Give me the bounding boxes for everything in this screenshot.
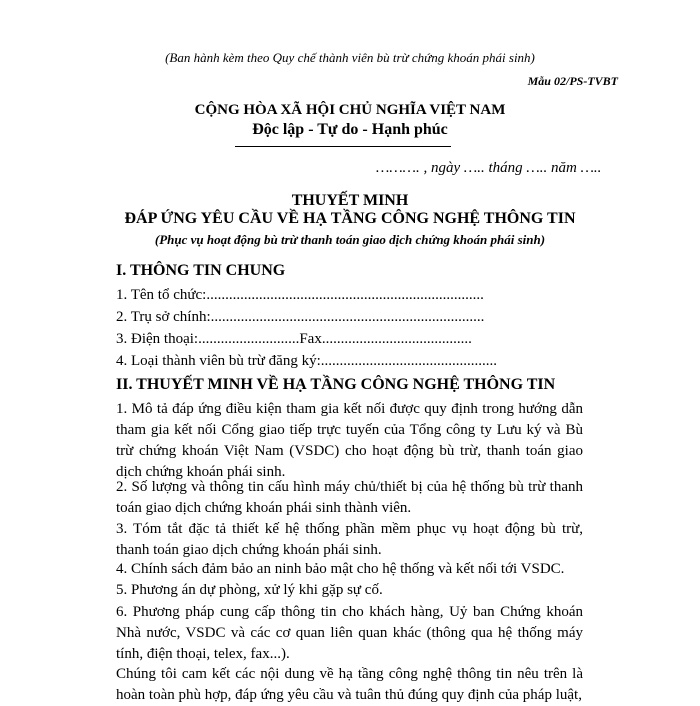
- section-heading-it-infrastructure: II. THUYẾT MINH VỀ HẠ TẦNG CÔNG NGHỆ THÔNG TIN: [116, 376, 556, 393]
- list-item: 5. Phương án dự phòng, xử lý khi gặp sự cố.: [116, 582, 383, 598]
- dateline: ………. , ngày ….. tháng ….. năm …..: [376, 160, 602, 176]
- list-item: 3. Tóm tắt đặc tả thiết kế hệ thống phần mềm phục vụ hoạt động bù trừ, thanh toán giao dịch chứng khoán phái sinh.: [116, 521, 583, 558]
- list-item: 6. Phương pháp cung cấp thông tin cho khách hàng, Uỷ ban Chứng khoán Nhà nước, VSDC và các cơ quan liên quan khác (thông qua hệ thống máy tính, điện thoại, telex, fax...).: [116, 604, 583, 662]
- field-member-type: 4. Loại thành viên bù trừ đăng ký:...............................................: [116, 353, 498, 369]
- issued-note: (Ban hành kèm theo Quy chế thành viên bù trừ chứng khoán phái sinh): [165, 50, 535, 65]
- document-purpose-note: (Phục vụ hoạt động bù trừ thanh toán giao dịch chứng khoán phái sinh): [154, 232, 546, 247]
- form-code: Mẫu 02/PS-TVBT: [527, 74, 618, 88]
- field-organization-name: 1. Tên tổ chức:..........................................................................: [116, 287, 484, 303]
- motto-underline: [235, 146, 451, 147]
- section-heading-general-info: I. THÔNG TIN CHUNG: [116, 262, 286, 279]
- document-title: THUYẾT MINH: [291, 192, 409, 209]
- list-item: 4. Chính sách đảm bảo an ninh bảo mật cho hệ thống và kết nối tới VSDC.: [116, 561, 565, 577]
- commitment-paragraph: Chúng tôi cam kết các nội dung về hạ tầng công nghệ thông tin nêu trên là hoàn toàn phù hợp, đáp ứng yêu cầu và tuân thủ đúng quy định của pháp luật,: [116, 666, 583, 703]
- list-item: 2. Số lượng và thông tin cấu hình máy chủ/thiết bị của hệ thống bù trừ thanh toán giao dịch chứng khoán phái sinh thành viên.: [116, 479, 583, 516]
- document-subtitle: ĐÁP ỨNG YÊU CẦU VỀ HẠ TẦNG CÔNG NGHỆ THÔNG TIN: [124, 210, 576, 227]
- field-phone-fax: 3. Điện thoại:...........................Fax........................................: [116, 331, 472, 347]
- list-item: 1. Mô tả đáp ứng điều kiện tham gia kết nối được quy định trong hướng dẫn tham gia kết nối Cổng giao tiếp trực tuyến của Tổng công ty Lưu ký và Bù trừ chứng khoán Việt Nam (VSDC) cho hoạt động bù trừ, thanh toán giao dịch chứng khoán phái sinh.: [116, 401, 583, 480]
- national-motto: Độc lập - Tự do - Hạnh phúc: [252, 121, 448, 138]
- national-title: CỘNG HÒA XÃ HỘI CHỦ NGHĨA VIỆT NAM: [194, 102, 506, 118]
- field-head-office: 2. Trụ sở chính:.........................................................................: [116, 309, 485, 325]
